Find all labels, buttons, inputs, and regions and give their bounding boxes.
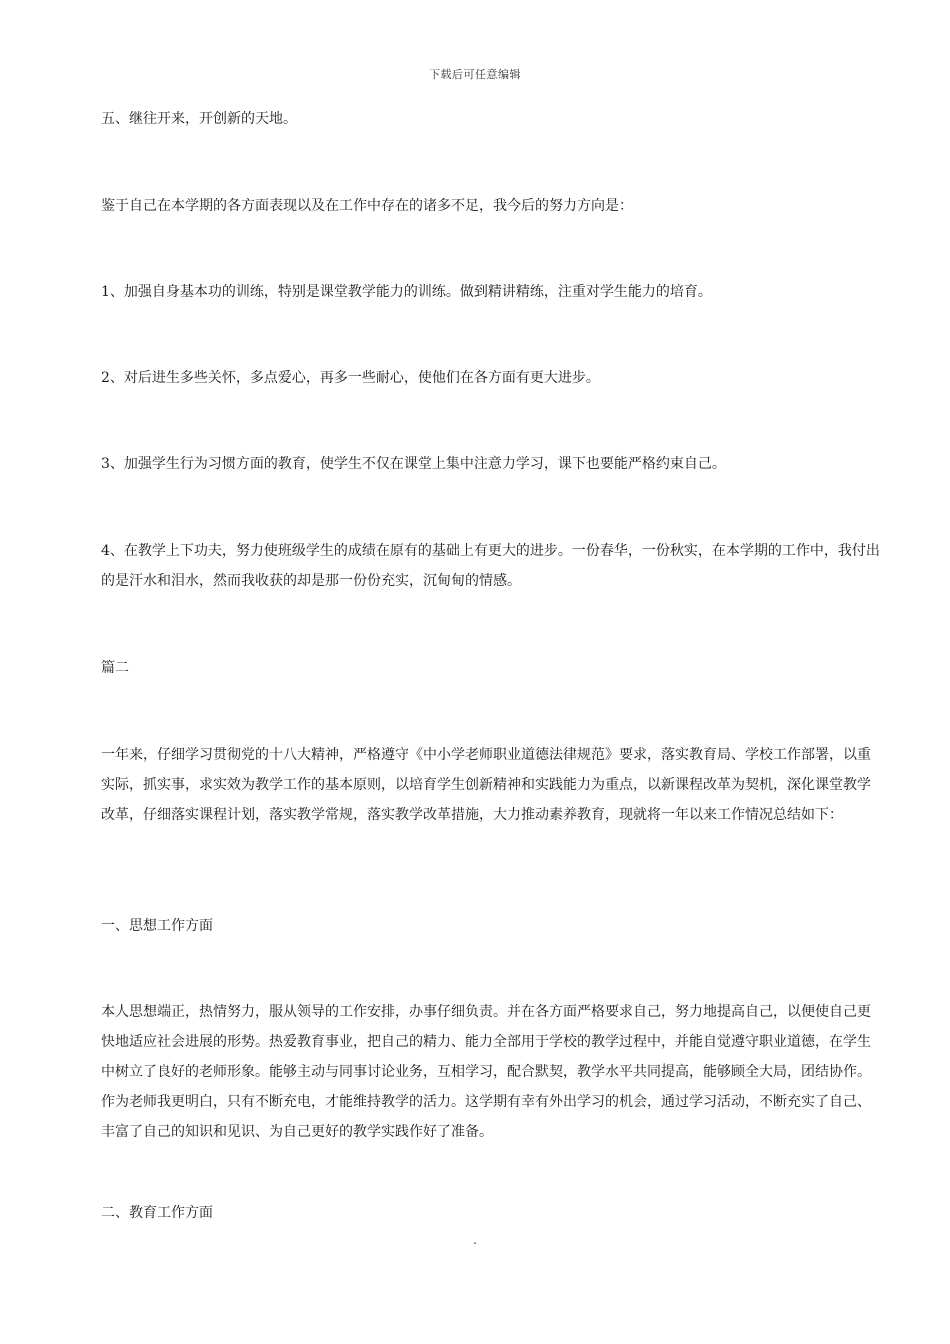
paragraph-summary-intro: 一年来，仔细学习贯彻党的十八大精神，严格遵守《中小学老师职业道德法律规范》要求，落实教育局、学校工作部署，以重实际，抓实事，求实效为教学工作的基本原则，以培育学生创新精神和实践能力为重点，以新课程改革为契机，深化课堂教学改革，仔细落实课程计划，落实教学常规，落实教学改革措施，大力推动素养教育，现就将一年以来工作情况总结如下： (101, 747, 871, 823)
list-item-3: 3、加强学生行为习惯方面的教育，使学生不仅在课堂上集中注意力学习，课下也要能严格约束自己。 (101, 456, 726, 472)
section-heading-five: 五、继往开来，开创新的天地。 (101, 111, 297, 127)
footer-mark: . (473, 1233, 477, 1247)
list-item-1: 1、加强自身基本功的训练，特别是课堂教学能力的训练。做到精讲精练，注重对学生能力的培育。 (101, 284, 712, 300)
header-note: 下载后可任意编辑 (429, 68, 521, 81)
paragraph-intro: 鉴于自己在本学期的各方面表现以及在工作中存在的诸多不足，我今后的努力方向是： (101, 198, 633, 214)
section-heading-part-two: 篇二 (101, 660, 129, 676)
list-item-4 (101, 536, 883, 596)
paragraph-thought-work: 本人思想端正，热情努力，服从领导的工作安排，办事仔细负责。并在各方面严格要求自己，努力地提高自己，以便使自己更快地适应社会进展的形势。热爱教育事业，把自己的精力、能力全部用于学校的教学过程中，并能自觉遵守职业道德，在学生中树立了良好的老师形象。能够主动与同事讨论业务，互相学习，配合默契，教学水平共同提高，能够顾全大局，团结协作。作为老师我更明白，只有不断充电，才能维持教学的活力。这学期有幸有外出学习的机会，通过学习活动，不断充实了自己、丰富了自己的知识和见识、为自己更好的教学实践作好了准备。 (101, 1004, 871, 1140)
section-heading-thought: 一、思想工作方面 (101, 918, 213, 934)
list-item-2: 2、对后进生多些关怀，多点爱心，再多一些耐心，使他们在各方面有更大进步。 (101, 370, 600, 386)
section-heading-education: 二、教育工作方面 (101, 1205, 213, 1221)
list-item-4-text: 4、在教学上下功夫，努力使班级学生的成绩在原有的基础上有更大的进步。一份春华，一份秋实，在本学期的工作中，我付出的是汗水和泪水，然而我收获的却是那一份份充实，沉甸甸的情感。 (101, 543, 880, 589)
